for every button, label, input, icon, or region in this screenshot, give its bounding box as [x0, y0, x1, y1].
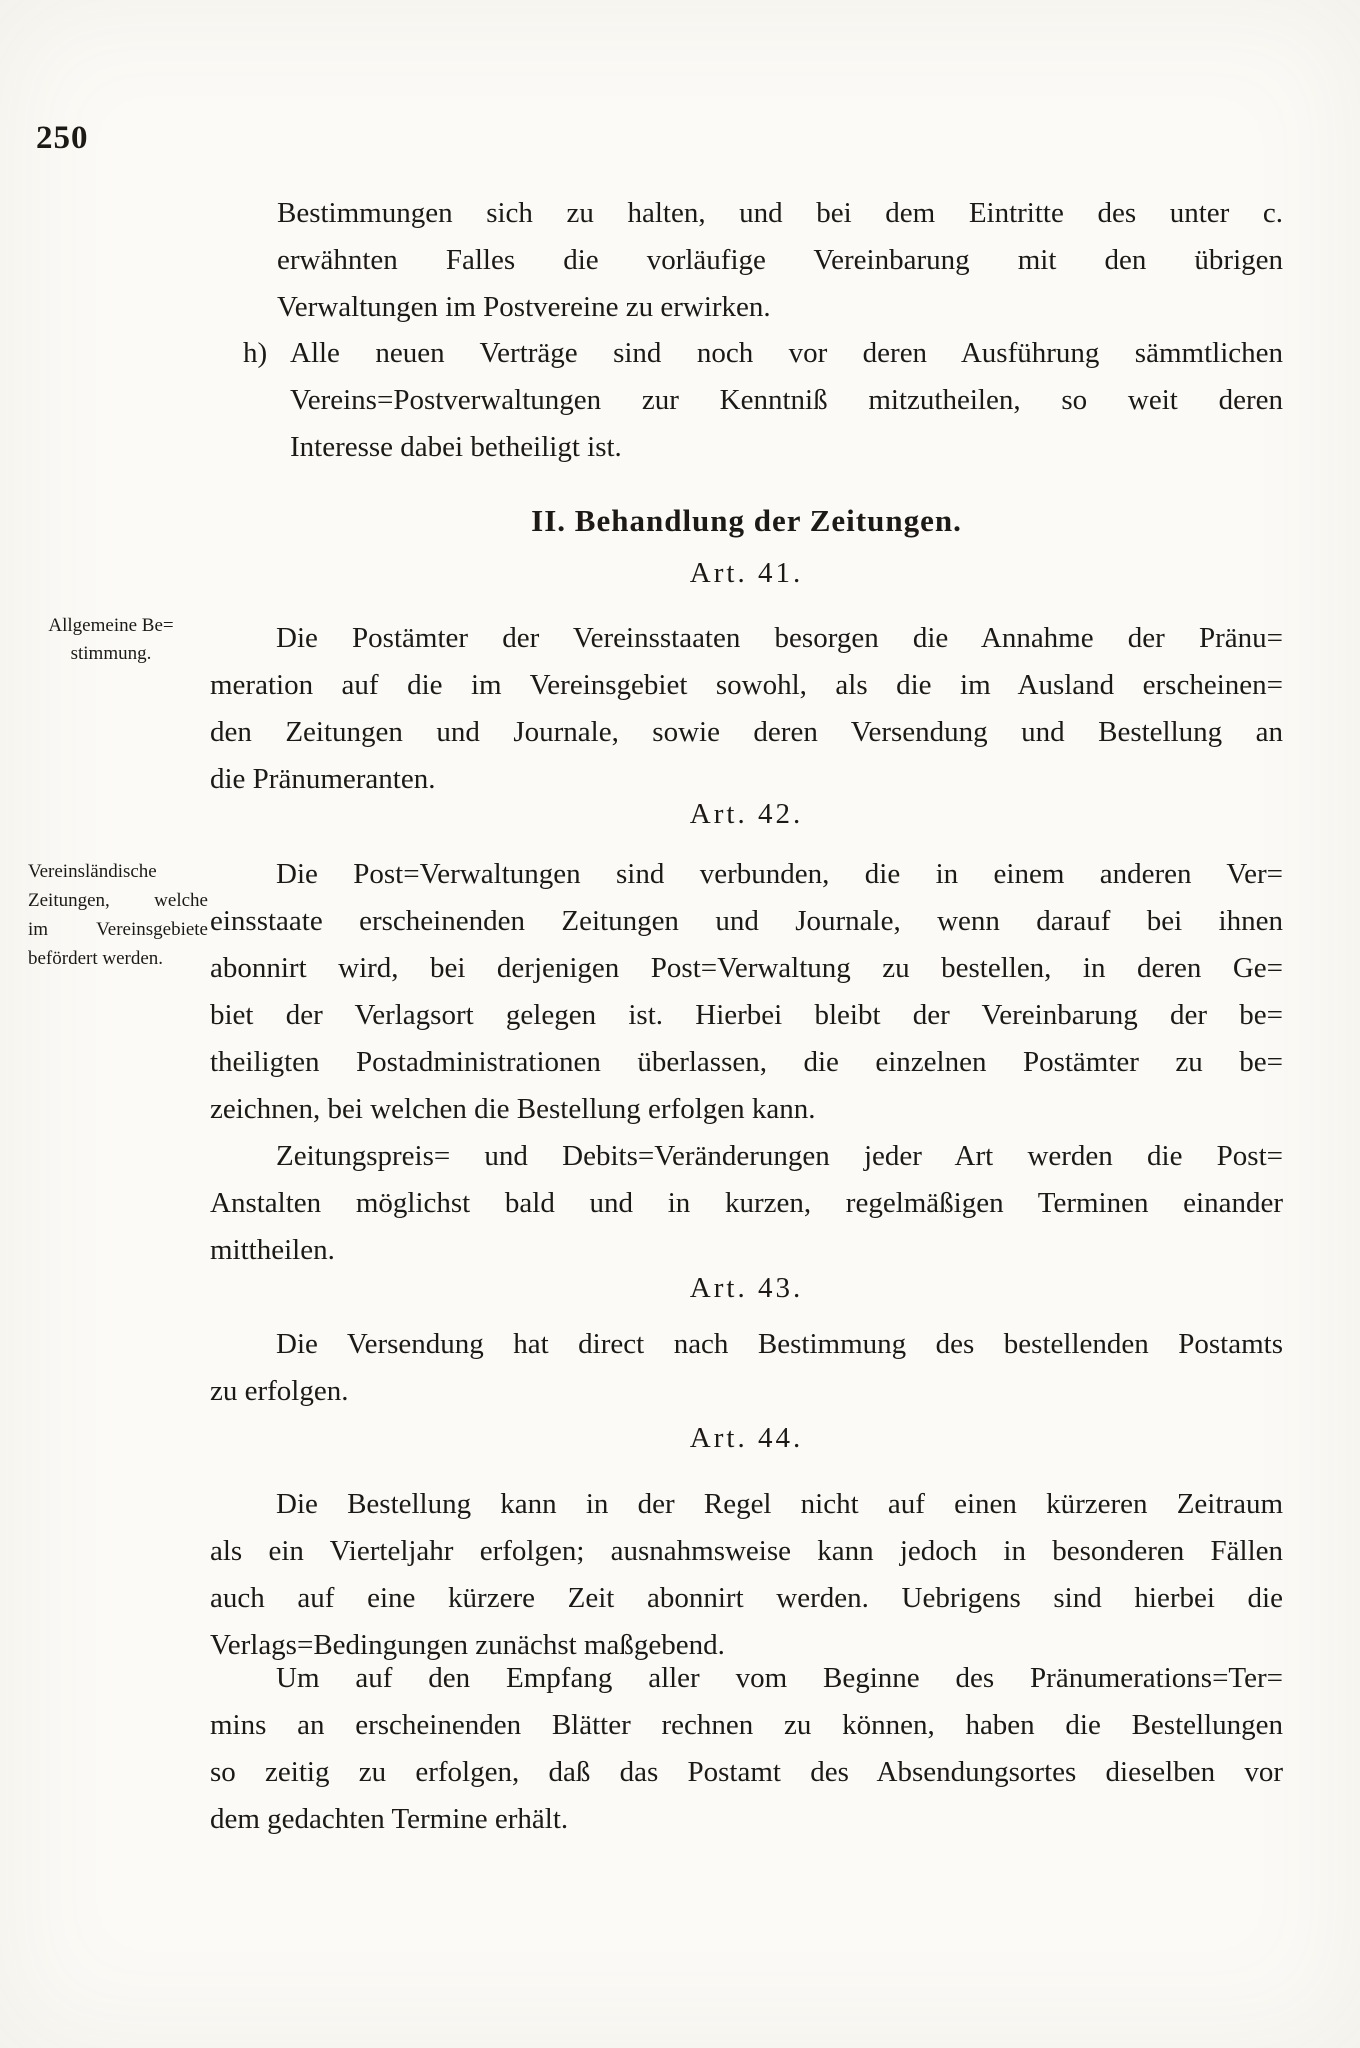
article-44-line: Um auf den Empfang aller vom Beginne des Pränumerations=Ter=: [276, 1662, 1283, 1694]
margin-note-line: Zeitungen, welche: [28, 890, 208, 911]
article-42-line: Die Post=Verwaltungen sind verbunden, die in einem anderen Ver=: [276, 858, 1283, 890]
article-43-heading: Art. 43.: [689, 1272, 804, 1304]
item-h-paragraph-line: Vereins=Postverwaltungen zur Kenntniß mitzutheilen, so weit deren: [290, 384, 1283, 416]
article-42-paragraph-2: [210, 1133, 1283, 1274]
article-44-heading: Art. 44.: [689, 1422, 804, 1454]
article-44-line: auch auf eine kürzere Zeit abonnirt werden. Uebrigens sind hierbei die: [210, 1582, 1283, 1614]
article-44-paragraph-2: [210, 1655, 1283, 1843]
article-44-paragraph-1: [210, 1481, 1283, 1669]
article-42-heading: Art. 42.: [689, 798, 804, 830]
article-42-line: Anstalten möglichst bald und in kurzen, regelmäßigen Terminen einander: [210, 1187, 1283, 1219]
article-43-line: Die Versendung hat direct nach Bestimmung des bestellenden Postamts: [276, 1328, 1283, 1360]
intro-paragraph-line: Bestimmungen sich zu halten, und bei dem Eintritte des unter c.: [277, 197, 1283, 229]
page-number: 250: [36, 120, 89, 156]
article-41-line: meration auf die im Vereinsgebiet sowohl, als die im Ausland erscheinen=: [210, 669, 1283, 701]
article-44-line: dem gedachten Termine erhält.: [210, 1803, 569, 1835]
article-44-line: Die Bestellung kann in der Regel nicht auf einen kürzeren Zeitraum: [276, 1488, 1283, 1520]
item-h-paragraph-line: Alle neuen Verträge sind noch vor deren Ausführung sämmtlichen: [290, 337, 1283, 369]
margin-note-art41: [30, 612, 192, 668]
margin-note-art42: [28, 857, 208, 973]
item-h-label: h): [243, 337, 268, 369]
article-44-line: Verlags=Bedingungen zunächst maßgebend.: [210, 1629, 725, 1661]
article-43-paragraph: [210, 1321, 1283, 1415]
margin-note-line: stimmung.: [70, 643, 152, 664]
article-44-line: so zeitig zu erfolgen, daß das Postamt des Absendungsortes dieselben vor: [210, 1756, 1283, 1788]
article-44-line: mins an erscheinenden Blätter rechnen zu können, haben die Bestellungen: [210, 1709, 1283, 1741]
margin-note-line: Allgemeine Be=: [48, 615, 174, 636]
intro-paragraph-line: Verwaltungen im Postvereine zu erwirken.: [277, 291, 771, 323]
article-44-line: als ein Vierteljahr erfolgen; ausnahmsweise kann jedoch in besonderen Fällen: [210, 1535, 1283, 1567]
article-42-line: abonnirt wird, bei derjenigen Post=Verwaltung zu bestellen, in deren Ge=: [210, 952, 1283, 984]
intro-paragraph-line: erwähnten Falles die vorläufige Vereinbarung mit den übrigen: [277, 244, 1283, 276]
article-41-line: die Pränumeranten.: [210, 763, 436, 795]
margin-note-line: im Vereinsgebiete: [28, 919, 208, 940]
section-heading: II. Behandlung der Zeitungen.: [531, 503, 962, 538]
article-42-line: zeichnen, bei welchen die Bestellung erfolgen kann.: [210, 1093, 816, 1125]
article-42-line: Zeitungspreis= und Debits=Veränderungen jeder Art werden die Post=: [276, 1140, 1283, 1172]
article-41-line: Die Postämter der Vereinsstaaten besorgen die Annahme der Pränu=: [276, 622, 1283, 654]
margin-note-line: Vereinsländische: [28, 861, 157, 882]
article-42-line: biet der Verlagsort gelegen ist. Hierbei bleibt der Vereinbarung der be=: [210, 999, 1283, 1031]
article-43-line: zu erfolgen.: [210, 1375, 349, 1407]
article-42-paragraph-1: [210, 851, 1283, 1133]
article-42-line: theiligten Postadministrationen überlassen, die einzelnen Postämter zu be=: [210, 1046, 1283, 1078]
item-h-paragraph-line: Interesse dabei betheiligt ist.: [290, 431, 622, 463]
article-42-line: einsstaate erscheinenden Zeitungen und Journale, wenn darauf bei ihnen: [210, 905, 1283, 937]
margin-note-line: befördert werden.: [28, 948, 164, 969]
article-41-line: den Zeitungen und Journale, sowie deren Versendung und Bestellung an: [210, 716, 1283, 748]
article-41-heading: Art. 41.: [689, 557, 804, 589]
item-h-paragraph: [290, 330, 1283, 471]
article-41-paragraph: [210, 615, 1283, 803]
article-42-line: mittheilen.: [210, 1234, 335, 1266]
intro-continuation-paragraph: [277, 190, 1283, 331]
